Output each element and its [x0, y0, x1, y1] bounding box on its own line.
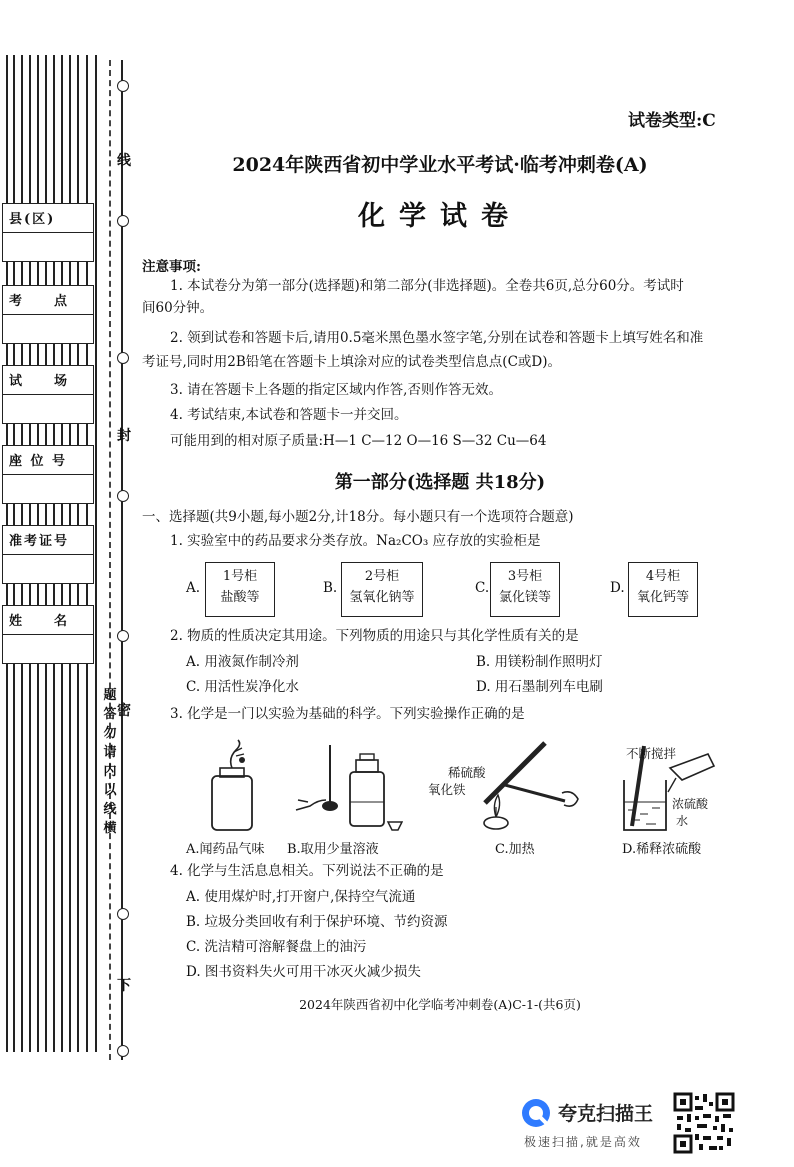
q4-stem: 4. 化学与生活息息相关。下列说法不正确的是	[170, 863, 444, 879]
q1-cabinet-c: 3号柜 氯化镁等	[490, 562, 560, 617]
q3-image-b-pipette	[288, 740, 403, 835]
q1-cabinet-b: 2号柜 氢氧化钠等	[341, 562, 423, 617]
binding-dash-line	[109, 60, 111, 1060]
section-title: 第一部分(选择题 共18分)	[334, 472, 546, 493]
q4-option-b[interactable]: B. 垃圾分类回收有利于保护环境、节约资源	[186, 914, 448, 930]
q3-caption-c[interactable]: C.加热	[495, 842, 535, 857]
q4-option-c[interactable]: C. 洗洁精可溶解餐盘上的油污	[186, 939, 367, 955]
seal-circle	[117, 352, 129, 364]
q3-label-stir: 不断搅拌	[626, 746, 677, 761]
field-county[interactable]	[2, 203, 94, 262]
q3-caption-a[interactable]: A.闻药品气味	[186, 842, 265, 857]
field-exam-room[interactable]	[2, 365, 94, 424]
seal-char-mi: 密	[117, 703, 131, 719]
seal-char-feng: 封	[117, 428, 131, 444]
choice-intro: 一、选择题(共9小题,每小题2分,计18分。每小题只有一个选项符合题意)	[142, 509, 574, 525]
q4-option-d[interactable]: D. 图书资料失火可用干冰灭火减少损失	[186, 964, 421, 980]
q4-option-a[interactable]: A. 使用煤炉时,打开窗户,保持空气流通	[186, 889, 416, 905]
field-label: 姓 名	[3, 606, 93, 635]
note-item: 1. 本试卷分为第一部分(选择题)和第二部分(非选择题)。全卷共6页,总分60分。考试时	[170, 278, 684, 294]
page-footer: 2024年陕西省初中化学临考冲刺卷(A)C-1-(共6页)	[299, 997, 581, 1012]
q3-image-c-heating	[470, 735, 590, 835]
subject-title: 化学试卷	[358, 201, 522, 232]
q2-option-d[interactable]: D. 用石墨制列车电刷	[476, 679, 603, 695]
binding-note: 题 答 勿 请 内 以 线 横	[103, 688, 117, 836]
field-ticket-number[interactable]	[2, 525, 94, 584]
field-label: 试 场	[3, 366, 93, 395]
q3-label-conc: 浓硫酸	[672, 797, 709, 811]
field-name[interactable]	[2, 605, 94, 664]
brand-name: 夸克扫描王	[558, 1103, 654, 1125]
note-item: 间60分钟。	[142, 300, 214, 316]
q3-caption-b[interactable]: B.取用少量溶液	[287, 842, 379, 857]
scanner-watermark	[520, 1095, 675, 1155]
quark-logo-icon	[520, 1097, 552, 1129]
q1-cabinet-a: 1号柜 盐酸等	[205, 562, 275, 617]
q1-option-d-letter[interactable]: D.	[610, 580, 625, 596]
seal-circle	[117, 80, 129, 92]
q2-stem: 2. 物质的性质决定其用途。下列物质的用途只与其化学性质有关的是	[170, 628, 579, 644]
q3-label-water: 水	[676, 814, 689, 828]
q3-label-acid: 稀硫酸	[448, 765, 486, 780]
note-item: 考证号,同时用2B铅笔在答题卡上填涂对应的试卷类型信息点(C或D)。	[142, 354, 561, 370]
q3-caption-d[interactable]: D.稀释浓硫酸	[622, 842, 702, 857]
field-label: 县(区)	[3, 204, 93, 233]
field-label: 考 点	[3, 286, 93, 315]
seal-char-xian: 线	[117, 153, 131, 169]
binding-line-12	[95, 55, 97, 1052]
seal-circle	[117, 630, 129, 642]
q1-stem: 1. 实验室中的药品要求分类存放。Na₂CO₃ 应存放的实验柜是	[170, 533, 541, 549]
q3-label-oxide: 氧化铁	[428, 782, 466, 797]
field-label: 准考证号	[3, 526, 93, 555]
note-item: 2. 领到试卷和答题卡后,请用0.5毫米黑色墨水签字笔,分别在试卷和答题卡上填写姓名和准	[170, 330, 704, 346]
q2-option-c[interactable]: C. 用活性炭净化水	[186, 679, 299, 695]
seal-circle	[117, 908, 129, 920]
q2-option-a[interactable]: A. 用液氮作制冷剂	[186, 654, 299, 670]
atomic-masses: 可能用到的相对原子质量:H—1 C—12 O—16 S—32 Cu—64	[170, 433, 547, 449]
q1-option-b-letter[interactable]: B.	[323, 580, 338, 596]
q1-cabinet-d: 4号柜 氧化钙等	[628, 562, 698, 617]
note-item: 3. 请在答题卡上各题的指定区域内作答,否则作答无效。	[170, 382, 502, 398]
q3-stem: 3. 化学是一门以实验为基础的科学。下列实验操作正确的是	[170, 706, 525, 722]
seal-circle	[117, 490, 129, 502]
notes-heading: 注意事项:	[142, 259, 201, 275]
seal-circle	[117, 215, 129, 227]
q1-option-c-letter[interactable]: C.	[475, 580, 490, 596]
seal-circle	[117, 1045, 129, 1057]
field-exam-site[interactable]	[2, 285, 94, 344]
exam-type: 试卷类型:C	[628, 111, 716, 131]
q3-image-a-smell	[198, 738, 268, 833]
note-item: 4. 考试结束,本试卷和答题卡一并交回。	[170, 407, 408, 423]
exam-title: 2024年陕西省初中学业水平考试·临考冲刺卷(A)	[232, 154, 648, 176]
field-label: 座 位 号	[3, 446, 93, 475]
field-seat-number[interactable]	[2, 445, 94, 504]
q2-option-b[interactable]: B. 用镁粉制作照明灯	[476, 654, 603, 670]
seal-char-xia: 下	[117, 978, 131, 994]
qr-code-icon	[673, 1092, 735, 1154]
q1-option-a-letter[interactable]: A.	[186, 580, 201, 596]
brand-slogan: 极速扫描,就是高效	[524, 1135, 642, 1149]
